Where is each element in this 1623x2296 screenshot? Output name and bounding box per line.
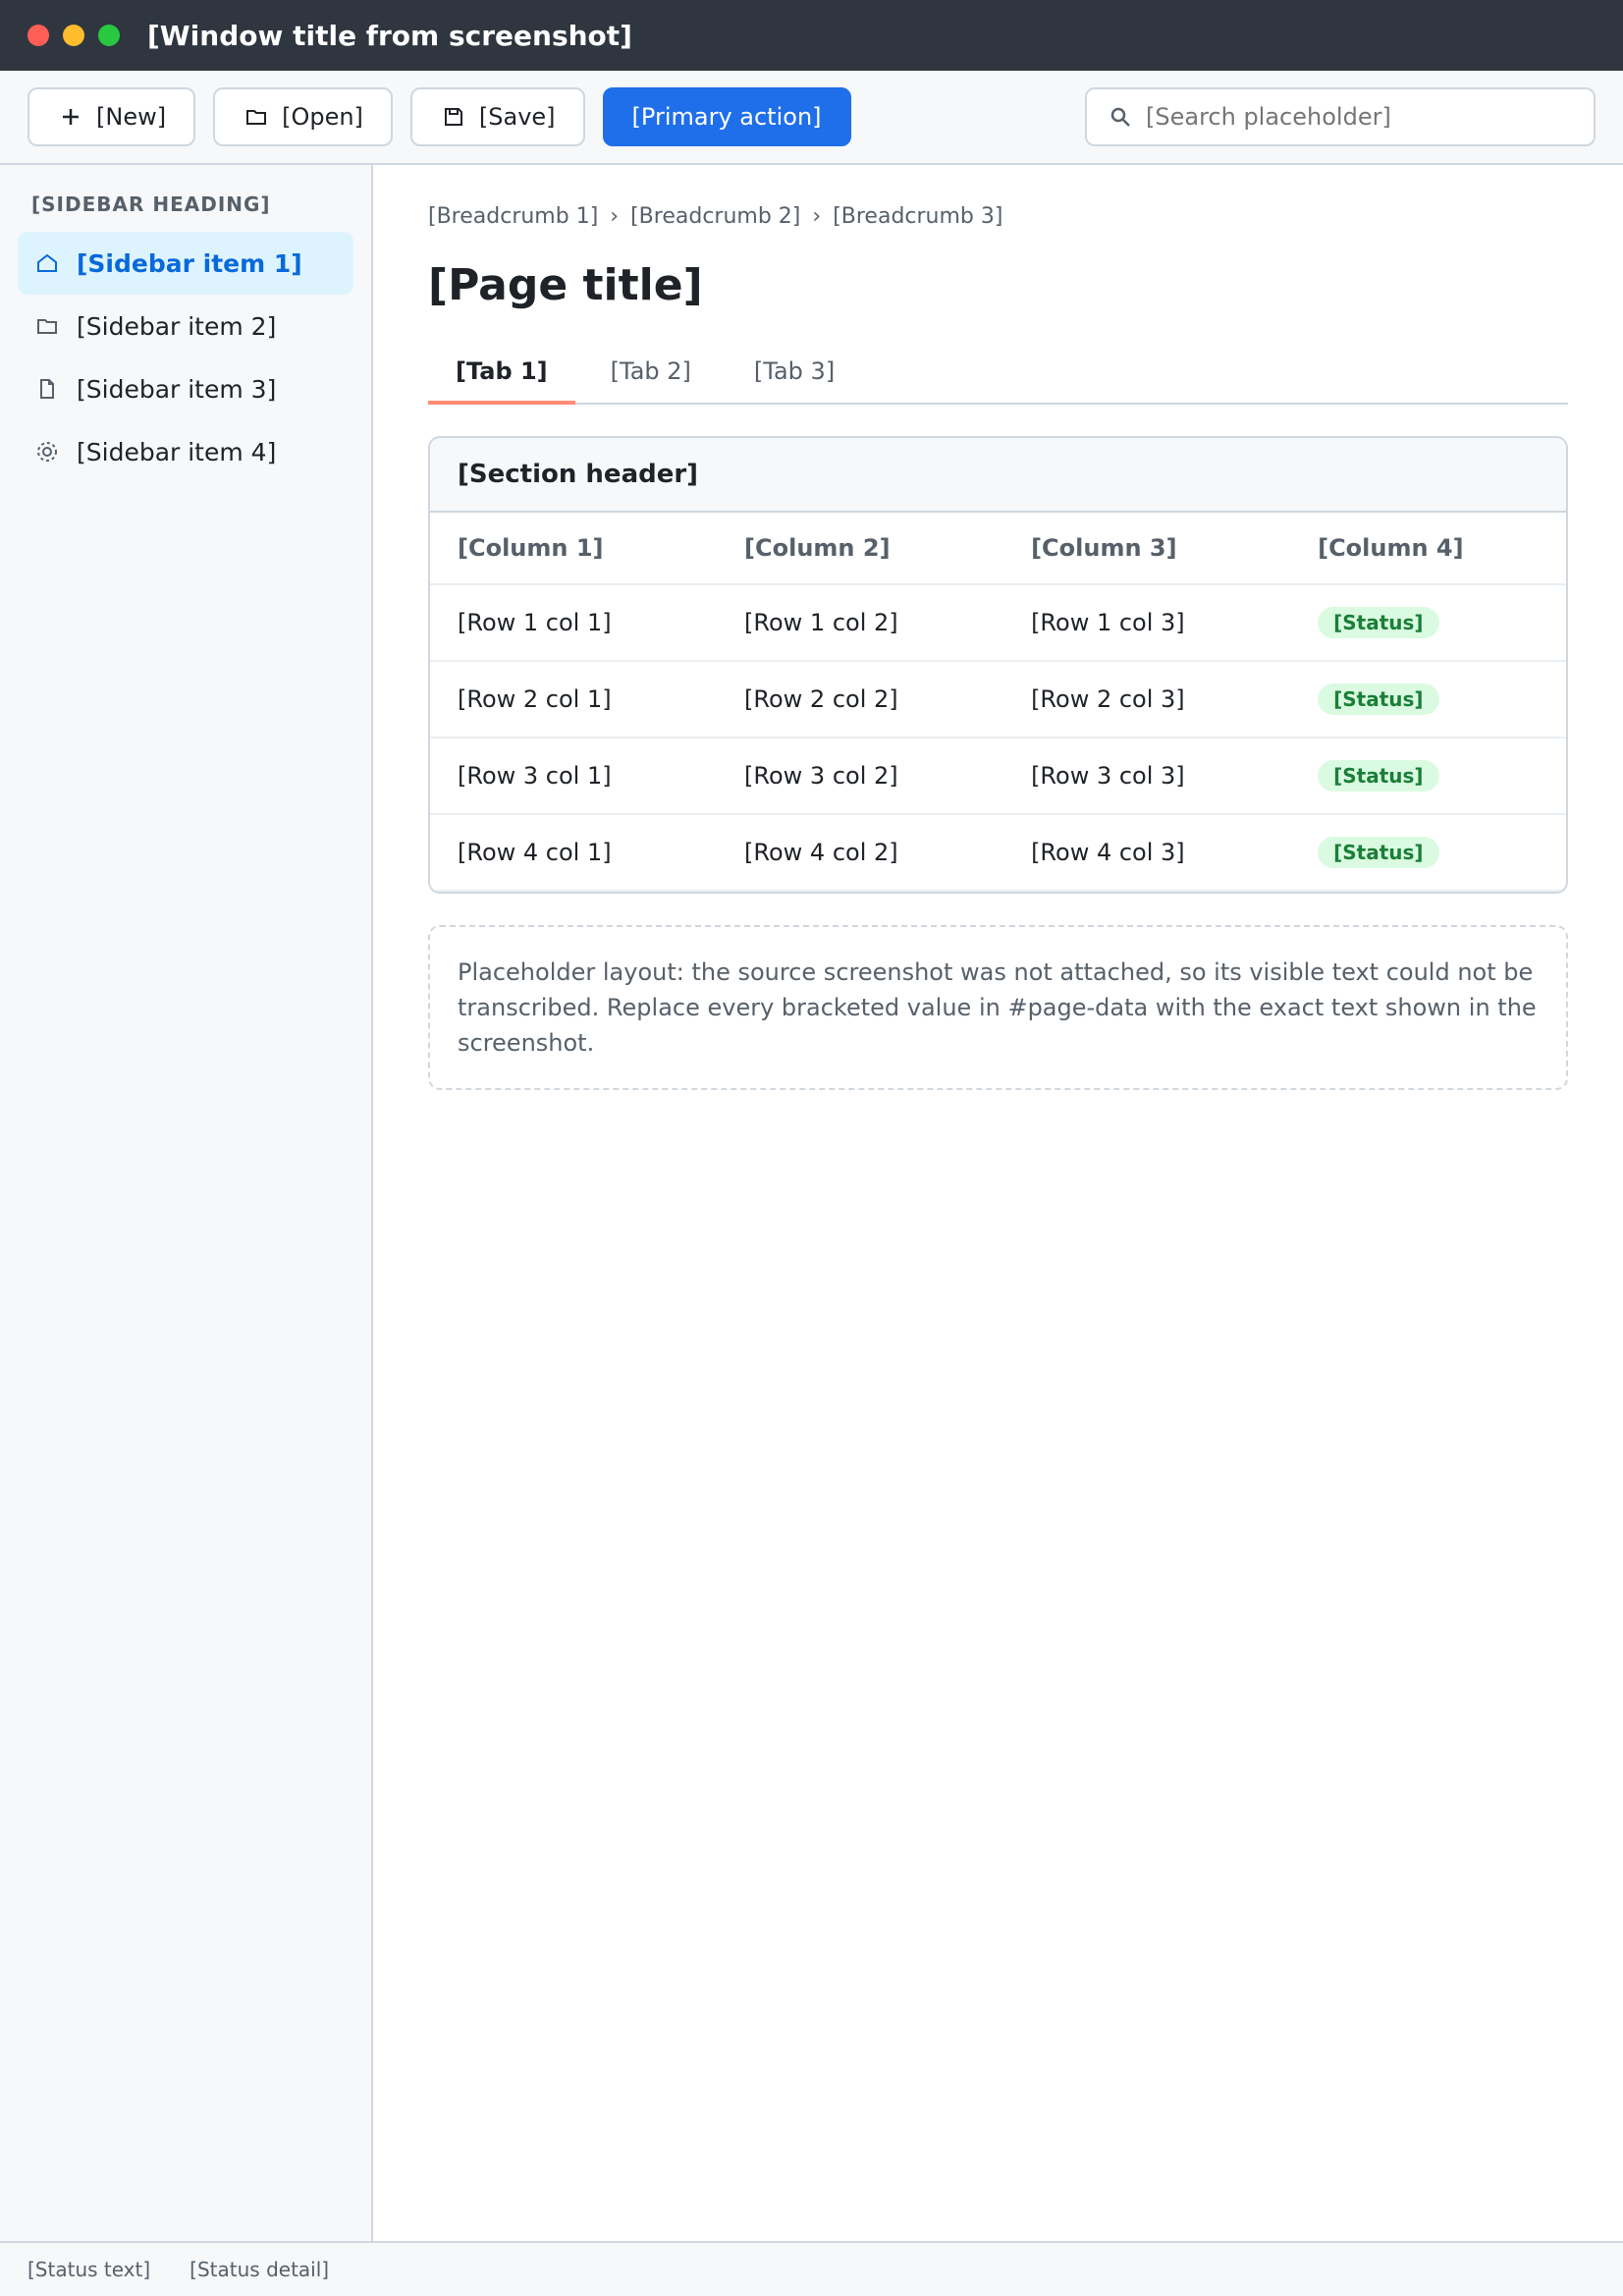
title-bar	[0, 0, 1623, 71]
minimize-window-button[interactable]	[63, 25, 84, 46]
tab-bar	[428, 342, 1568, 405]
status-bar	[0, 2241, 1623, 2296]
table-cell: [Row 2 col 3]	[1003, 661, 1290, 738]
folder-icon	[33, 312, 61, 340]
sidebar-item-label: [Sidebar item 1]	[77, 248, 302, 278]
table-cell: [Row 2 col 2]	[717, 661, 1003, 738]
column-header[interactable]: [Column 2]	[717, 513, 1003, 584]
table-row[interactable]	[430, 738, 1566, 814]
new-button[interactable]	[27, 87, 195, 146]
table-cell: [Row 1 col 3]	[1003, 584, 1290, 661]
new-button-label: [New]	[96, 103, 167, 131]
table-cell: [Row 3 col 1]	[430, 738, 717, 814]
breadcrumb-separator-icon: ›	[610, 204, 620, 229]
open-button[interactable]	[213, 87, 393, 146]
table-cell: [Row 3 col 2]	[717, 738, 1003, 814]
status-detail: [Status detail]	[189, 2258, 330, 2281]
breadcrumb	[428, 204, 1568, 229]
save-button[interactable]	[410, 87, 585, 146]
open-button-label: [Open]	[282, 103, 363, 131]
plus-icon	[57, 103, 84, 131]
maximize-window-button[interactable]	[98, 25, 120, 46]
column-header[interactable]: [Column 1]	[430, 513, 717, 584]
save-icon	[440, 103, 467, 131]
window-controls	[27, 25, 120, 46]
table-cell: [Row 4 col 1]	[430, 814, 717, 891]
card-header: [Section header]	[430, 438, 1566, 513]
table-cell: [Row 4 col 2]	[717, 814, 1003, 891]
sidebar-item-4[interactable]	[18, 420, 353, 483]
status-badge: [Status]	[1318, 607, 1438, 638]
primary-action-button[interactable]: [Primary action]	[603, 87, 851, 146]
breadcrumb-item[interactable]: [Breadcrumb 1]	[428, 204, 599, 229]
column-header[interactable]: [Column 4]	[1290, 513, 1566, 584]
table-header-row	[430, 513, 1566, 584]
window-title: [Window title from screenshot]	[147, 19, 632, 52]
table-cell: [Row 4 col 3]	[1003, 814, 1290, 891]
sidebar-item-label: [Sidebar item 4]	[77, 437, 277, 466]
tab-2[interactable]: [Tab 2]	[610, 357, 691, 385]
sidebar-item-label: [Sidebar item 2]	[77, 311, 277, 341]
tab-3[interactable]: [Tab 3]	[753, 357, 836, 385]
search-input[interactable]	[1146, 103, 1574, 131]
status-text: [Status text]	[27, 2258, 151, 2281]
gear-icon	[33, 438, 61, 465]
sidebar-item-label: [Sidebar item 3]	[77, 374, 277, 404]
close-window-button[interactable]	[27, 25, 49, 46]
sidebar-heading: [SIDEBAR HEADING]	[31, 192, 271, 216]
toolbar	[0, 71, 1623, 165]
table-cell	[1290, 738, 1566, 814]
status-badge: [Status]	[1318, 837, 1438, 868]
status-badge: [Status]	[1318, 760, 1438, 792]
folder-icon	[243, 103, 270, 131]
table-row[interactable]	[430, 814, 1566, 891]
save-button-label: [Save]	[478, 103, 556, 131]
tab-1[interactable]: [Tab 1]	[428, 342, 575, 405]
table-cell: [Row 1 col 1]	[430, 584, 717, 661]
search-box	[1085, 87, 1596, 146]
table-cell	[1290, 661, 1566, 738]
sidebar-item-2[interactable]	[18, 295, 353, 357]
data-table	[430, 513, 1566, 892]
column-header[interactable]: [Column 3]	[1003, 513, 1290, 584]
table-cell: [Row 1 col 2]	[717, 584, 1003, 661]
home-icon	[33, 249, 61, 277]
table-cell	[1290, 584, 1566, 661]
placeholder-note: Placeholder layout: the source screenshot was not attached, so its visible text could not be transcribed. Replace every bracketed value in #page-data with the exact text shown in the screenshot.	[428, 925, 1568, 1090]
table-row[interactable]	[430, 584, 1566, 661]
breadcrumb-item: [Breadcrumb 3]	[833, 204, 1003, 229]
sidebar	[0, 165, 373, 2241]
table-cell: [Row 2 col 1]	[430, 661, 717, 738]
breadcrumb-separator-icon: ›	[812, 204, 822, 229]
sidebar-item-3[interactable]	[18, 357, 353, 420]
page-title: [Page title]	[428, 260, 703, 310]
table-cell: [Row 3 col 3]	[1003, 738, 1290, 814]
content-area	[0, 165, 1623, 2241]
breadcrumb-item[interactable]: [Breadcrumb 2]	[630, 204, 801, 229]
table-cell	[1290, 814, 1566, 891]
document-icon	[33, 375, 61, 403]
search-icon	[1107, 103, 1134, 131]
sidebar-item-1[interactable]	[18, 232, 353, 295]
main-panel	[373, 165, 1623, 2241]
data-card	[428, 436, 1568, 894]
status-badge: [Status]	[1318, 683, 1438, 715]
table-row[interactable]	[430, 661, 1566, 738]
